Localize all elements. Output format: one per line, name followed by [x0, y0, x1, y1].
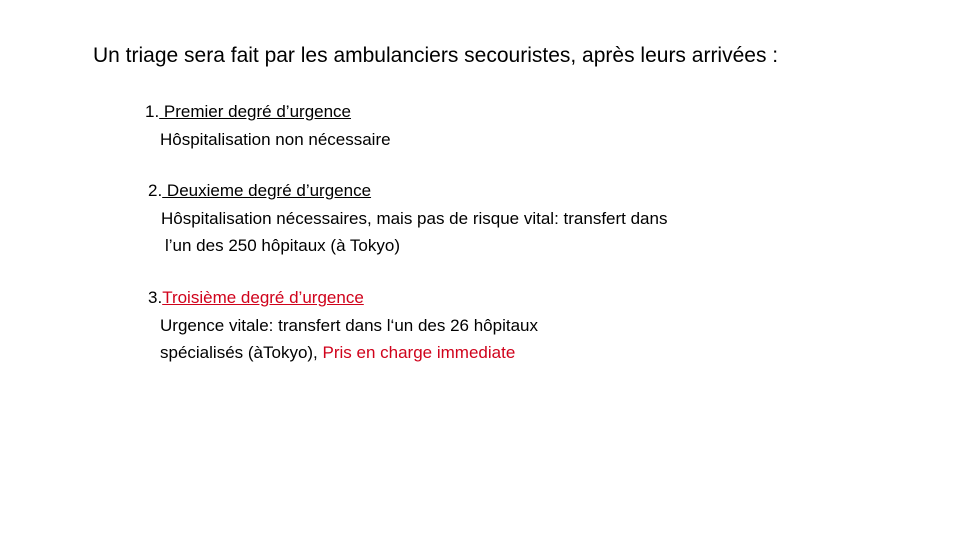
item-2-heading-label: Deuxieme degré d’urgence	[162, 181, 372, 200]
slide-title: Un triage sera fait par les ambulanciers secouristes, après leurs arrivées :	[93, 44, 779, 67]
item-2-number: 2.	[148, 181, 163, 200]
item-2-heading	[148, 181, 371, 201]
item-3-heading-label: Troisième degré d’urgence	[162, 288, 364, 307]
item-3-description-line-2	[160, 343, 515, 363]
item-2-description-line-1: Hôspitalisation nécessaires, mais pas de risque vital: transfert dans	[161, 209, 668, 228]
item-3-description-line-1: Urgence vitale: transfert dans l‘un des 26 hôpitaux	[160, 316, 539, 335]
item-3-highlight-text: Pris en charge immediate	[322, 343, 516, 362]
item-1-heading	[145, 102, 351, 122]
item-3-line-2-prefix: spécialisés (àTokyo),	[160, 343, 323, 362]
item-1-description: Hôspitalisation non nécessaire	[160, 130, 391, 149]
item-3-heading	[148, 288, 364, 308]
item-2-description-line-2: l’un des 250 hôpitaux (à Tokyo)	[165, 236, 401, 255]
item-1-number: 1.	[145, 102, 160, 121]
item-1-heading-label: Premier degré d’urgence	[159, 102, 352, 121]
item-3-number: 3.	[148, 288, 163, 307]
